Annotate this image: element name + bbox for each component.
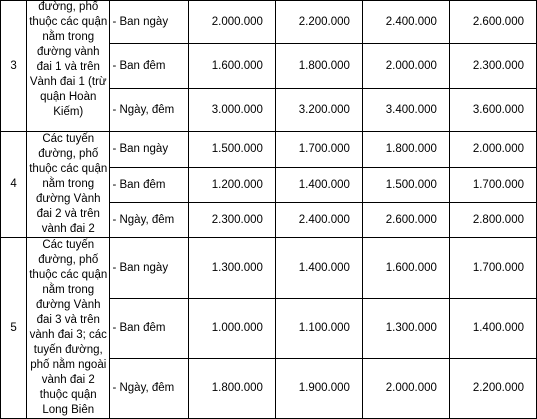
price-cell: 1.400.000 bbox=[275, 167, 362, 203]
table-row bbox=[1, 238, 537, 299]
price-cell: 2.600.000 bbox=[449, 1, 536, 44]
price-cell: 1.300.000 bbox=[362, 299, 449, 358]
price-cell: 1.000.000 bbox=[188, 299, 275, 358]
price-cell: 1.400.000 bbox=[275, 238, 362, 299]
price-cell: 2.000.000 bbox=[188, 1, 275, 44]
price-cell: 2.000.000 bbox=[449, 132, 536, 168]
price-cell: 1.200.000 bbox=[188, 167, 275, 203]
price-cell: 1.800.000 bbox=[362, 132, 449, 168]
price-cell: 2.000.000 bbox=[362, 44, 449, 89]
route-description: Các tuyến đường, phố thuộc các quận nằm trong đường Vành đai 3 và trên vành đai 3; các tuyến đường, phố nằm ngoài vành đai 2 thuộc quận Long Biên bbox=[27, 238, 110, 419]
price-cell: 1.700.000 bbox=[449, 238, 536, 299]
row-number: 5 bbox=[1, 238, 27, 419]
route-description bbox=[27, 1, 110, 132]
price-cell: 2.400.000 bbox=[275, 203, 362, 238]
price-cell: 2.200.000 bbox=[449, 358, 536, 418]
price-cell: 2.300.000 bbox=[449, 44, 536, 89]
route-description: Các tuyến đường, phố thuộc các quận nằm trong đường Vành đai 2 và trên vành đai 2 bbox=[27, 132, 110, 238]
price-cell: 2.000.000 bbox=[362, 358, 449, 418]
price-cell: 3.600.000 bbox=[449, 89, 536, 132]
table-row bbox=[1, 1, 537, 44]
price-cell: 3.400.000 bbox=[362, 89, 449, 132]
period-label: - Ngày, đêm bbox=[110, 89, 188, 132]
price-cell: 1.700.000 bbox=[449, 167, 536, 203]
period-label: - Ngày, đêm bbox=[110, 203, 188, 238]
period-label: - Ban đêm bbox=[110, 299, 188, 358]
price-cell: 2.600.000 bbox=[362, 203, 449, 238]
period-label: - Ban đêm bbox=[110, 44, 188, 89]
route-text-rest: đường vành đai 1 và trên Vành đai 1 (trừ quận Hoàn Kiếm) bbox=[29, 46, 107, 118]
price-cell: 1.800.000 bbox=[188, 358, 275, 418]
period-label: - Ngày, đêm bbox=[110, 358, 188, 418]
price-cell: 2.200.000 bbox=[275, 1, 362, 44]
price-cell: 1.900.000 bbox=[275, 358, 362, 418]
price-cell: 1.800.000 bbox=[275, 44, 362, 89]
period-label: - Ban ngày bbox=[110, 1, 188, 44]
period-label: - Ban ngày bbox=[110, 132, 188, 168]
price-cell: 1.600.000 bbox=[362, 238, 449, 299]
price-cell: 1.500.000 bbox=[362, 167, 449, 203]
route-text-top: đường, phố thuộc các quận nằm trong bbox=[29, 1, 108, 43]
price-cell: 1.500.000 bbox=[188, 132, 275, 168]
price-cell: 1.600.000 bbox=[188, 44, 275, 89]
price-cell: 2.300.000 bbox=[188, 203, 275, 238]
price-cell: 1.100.000 bbox=[275, 299, 362, 358]
price-cell: 1.700.000 bbox=[275, 132, 362, 168]
period-label: - Ban ngày bbox=[110, 238, 188, 299]
price-cell: 2.800.000 bbox=[449, 203, 536, 238]
price-cell: 1.300.000 bbox=[188, 238, 275, 299]
row-number: 4 bbox=[1, 132, 27, 238]
table-row bbox=[1, 132, 537, 168]
price-cell: 2.400.000 bbox=[362, 1, 449, 44]
price-cell: 3.000.000 bbox=[188, 89, 275, 132]
price-cell: 3.200.000 bbox=[275, 89, 362, 132]
price-cell: 1.400.000 bbox=[449, 299, 536, 358]
row-number: 3 bbox=[1, 1, 27, 132]
period-label: - Ban đêm bbox=[110, 167, 188, 203]
